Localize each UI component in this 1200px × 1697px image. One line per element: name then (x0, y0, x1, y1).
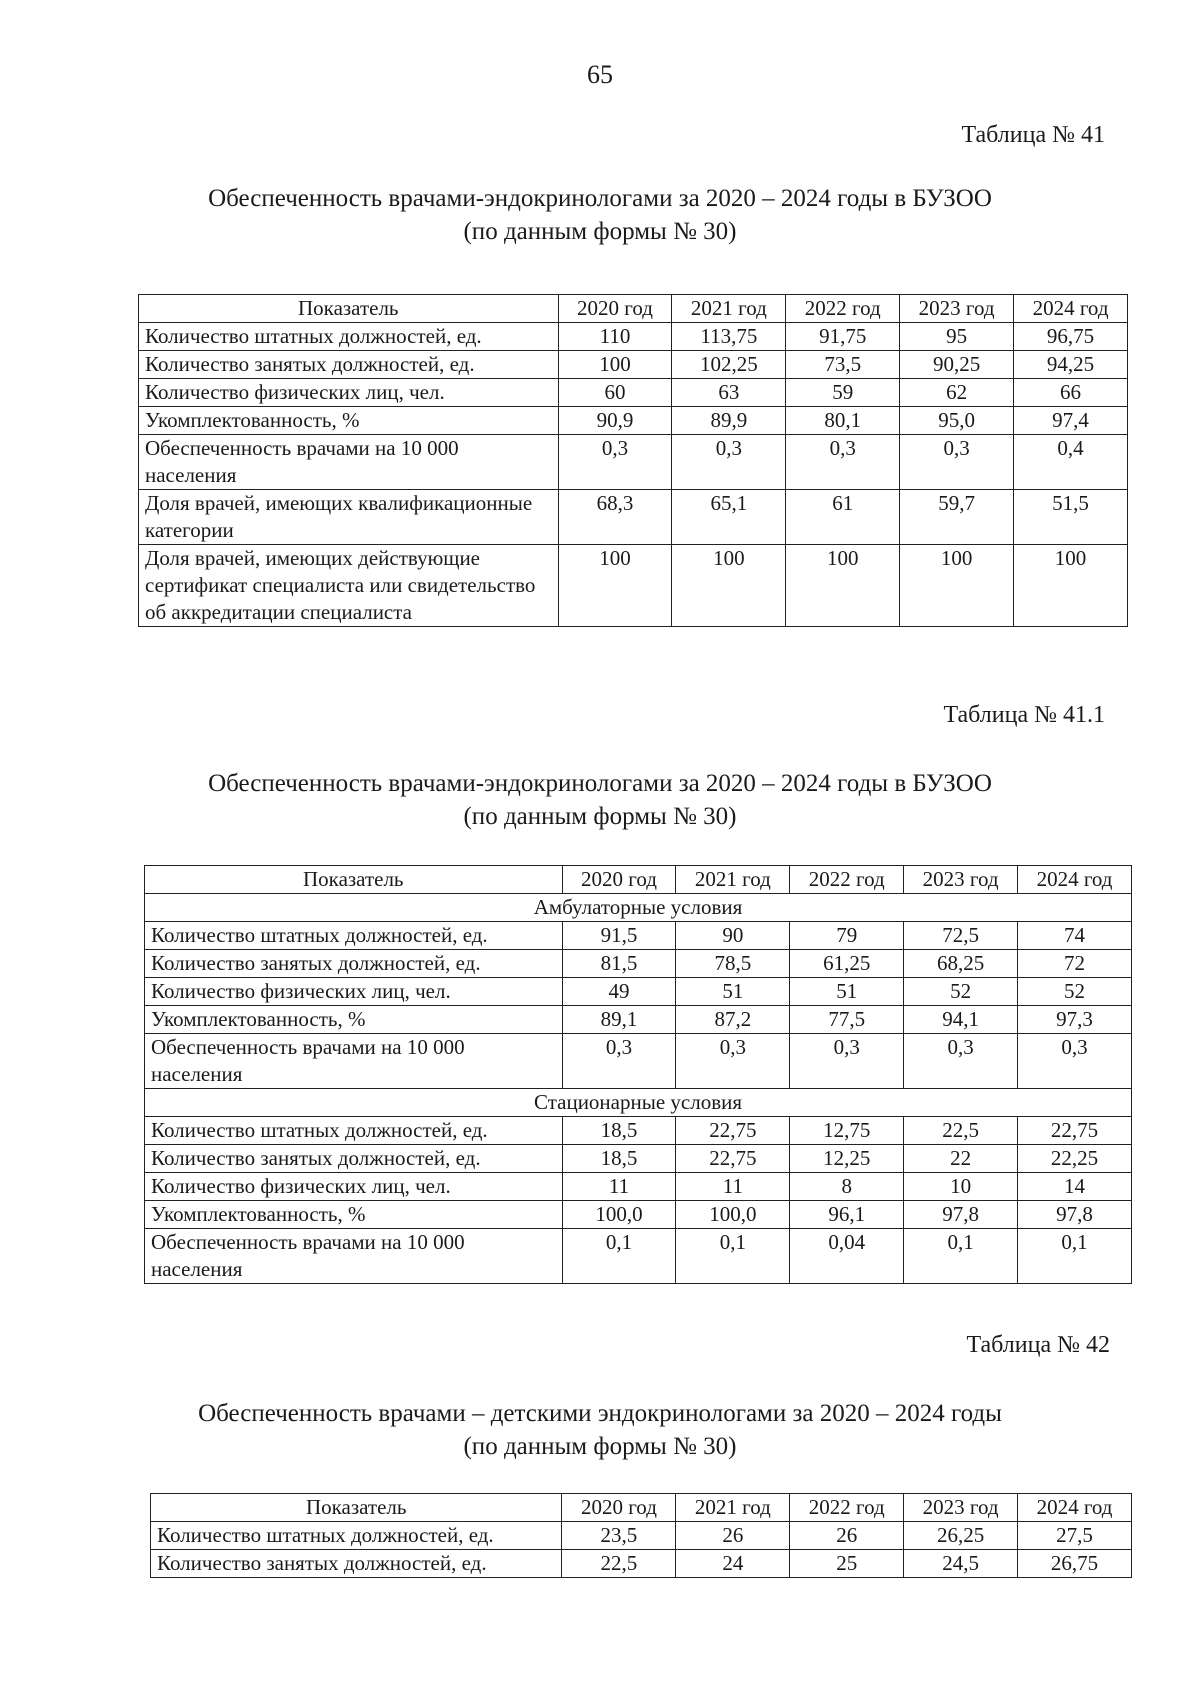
section-label: Амбулаторные условия (145, 894, 1132, 922)
section-label: Стационарные условия (145, 1089, 1132, 1117)
cell-value: 49 (562, 978, 676, 1006)
header-year: 2024 год (1018, 866, 1132, 894)
cell-value: 68,3 (558, 490, 672, 545)
table-41-number: Таблица № 41 (961, 122, 1105, 148)
cell-value: 91,5 (562, 922, 676, 950)
cell-value: 100 (900, 545, 1014, 627)
cell-value: 24 (676, 1550, 790, 1578)
cell-value: 0,3 (1018, 1034, 1132, 1089)
header-year: 2021 год (676, 866, 790, 894)
cell-value: 25 (790, 1550, 904, 1578)
cell-value: 96,75 (1014, 323, 1128, 351)
cell-value: 0,04 (790, 1229, 904, 1284)
row-label: Доля врачей, имеющих квалификационные категории (139, 490, 559, 545)
table-row (145, 1117, 1132, 1145)
cell-value: 11 (562, 1173, 676, 1201)
header-indicator: Показатель (145, 866, 563, 894)
cell-value: 94,1 (904, 1006, 1018, 1034)
cell-value: 0,4 (1014, 435, 1128, 490)
cell-value: 14 (1018, 1173, 1132, 1201)
cell-value: 90,25 (900, 351, 1014, 379)
row-label: Количество физических лиц, чел. (145, 978, 563, 1006)
table-42 (150, 1493, 1132, 1578)
page-number: 65 (587, 60, 613, 89)
cell-value: 60 (558, 379, 672, 407)
row-label: Количество занятых должностей, ед. (139, 351, 559, 379)
header-indicator: Показатель (151, 1494, 562, 1522)
row-label: Укомплектованность, % (145, 1006, 563, 1034)
cell-value: 100,0 (676, 1201, 790, 1229)
row-label: Количество физических лиц, чел. (139, 379, 559, 407)
cell-value: 27,5 (1018, 1522, 1132, 1550)
row-label: Обеспеченность врачами на 10 000 населения (139, 435, 559, 490)
table-row (145, 1145, 1132, 1173)
table-41-1-title-line2: (по данным формы № 30) (463, 803, 737, 830)
row-label: Обеспеченность врачами на 10 000 населения (145, 1034, 563, 1089)
cell-value: 80,1 (786, 407, 900, 435)
cell-value: 0,1 (562, 1229, 676, 1284)
header-year: 2024 год (1014, 295, 1128, 323)
header-year: 2023 год (900, 295, 1014, 323)
cell-value: 0,3 (904, 1034, 1018, 1089)
section-row (145, 1089, 1132, 1117)
table-42-title-line2: (по данным формы № 30) (463, 1433, 737, 1460)
header-year: 2021 год (672, 295, 786, 323)
row-label: Укомплектованность, % (145, 1201, 563, 1229)
cell-value: 18,5 (562, 1117, 676, 1145)
header-year: 2023 год (904, 866, 1018, 894)
table-row (139, 490, 1128, 545)
table-row (145, 1201, 1132, 1229)
cell-value: 26 (676, 1522, 790, 1550)
cell-value: 52 (1018, 978, 1132, 1006)
table-row (151, 1522, 1132, 1550)
table-row (139, 323, 1128, 351)
cell-value: 97,8 (1018, 1201, 1132, 1229)
row-label: Количество штатных должностей, ед. (139, 323, 559, 351)
cell-value: 22,5 (904, 1117, 1018, 1145)
table-row (139, 545, 1128, 627)
cell-value: 94,25 (1014, 351, 1128, 379)
table-row (151, 1550, 1132, 1578)
cell-value: 0,3 (676, 1034, 790, 1089)
cell-value: 97,8 (904, 1201, 1018, 1229)
cell-value: 110 (558, 323, 672, 351)
cell-value: 78,5 (676, 950, 790, 978)
table-41-1-number: Таблица № 41.1 (943, 702, 1105, 728)
table-41-1-title-line1: Обеспеченность врачами-эндокринологами за 2020 – 2024 годы в БУЗОО (208, 770, 992, 797)
cell-value: 51,5 (1014, 490, 1128, 545)
table-row (139, 351, 1128, 379)
cell-value: 113,75 (672, 323, 786, 351)
cell-value: 63 (672, 379, 786, 407)
row-label: Количество занятых должностей, ед. (151, 1550, 562, 1578)
table-row (145, 922, 1132, 950)
cell-value: 100 (786, 545, 900, 627)
cell-value: 22,75 (1018, 1117, 1132, 1145)
cell-value: 81,5 (562, 950, 676, 978)
row-label: Количество штатных должностей, ед. (145, 1117, 563, 1145)
cell-value: 66 (1014, 379, 1128, 407)
table-row (145, 1229, 1132, 1284)
cell-value: 10 (904, 1173, 1018, 1201)
cell-value: 100 (672, 545, 786, 627)
cell-value: 0,3 (790, 1034, 904, 1089)
cell-value: 89,9 (672, 407, 786, 435)
cell-value: 0,3 (786, 435, 900, 490)
cell-value: 77,5 (790, 1006, 904, 1034)
cell-value: 73,5 (786, 351, 900, 379)
cell-value: 100,0 (562, 1201, 676, 1229)
header-year: 2020 год (562, 1494, 676, 1522)
table-41-title-line2: (по данным формы № 30) (463, 218, 737, 245)
table-41-header-row (139, 295, 1128, 323)
table-row (145, 1006, 1132, 1034)
row-label: Количество штатных должностей, ед. (145, 922, 563, 950)
cell-value: 72,5 (904, 922, 1018, 950)
table-41-title (100, 182, 1100, 248)
cell-value: 24,5 (904, 1550, 1018, 1578)
cell-value: 95 (900, 323, 1014, 351)
table-row (139, 435, 1128, 490)
cell-value: 87,2 (676, 1006, 790, 1034)
row-label: Доля врачей, имеющих действующие сертификат специалиста или свидетельство об аккредитации специалиста (139, 545, 559, 627)
cell-value: 0,3 (900, 435, 1014, 490)
cell-value: 68,25 (904, 950, 1018, 978)
cell-value: 8 (790, 1173, 904, 1201)
cell-value: 62 (900, 379, 1014, 407)
cell-value: 22,25 (1018, 1145, 1132, 1173)
header-year: 2020 год (558, 295, 672, 323)
header-year: 2020 год (562, 866, 676, 894)
row-label: Количество занятых должностей, ед. (145, 950, 563, 978)
table-42-header-row (151, 1494, 1132, 1522)
table-41-1-title (100, 767, 1100, 833)
cell-value: 26 (790, 1522, 904, 1550)
cell-value: 11 (676, 1173, 790, 1201)
cell-value: 59 (786, 379, 900, 407)
cell-value: 22,75 (676, 1117, 790, 1145)
cell-value: 0,1 (1018, 1229, 1132, 1284)
table-41-title-line1: Обеспеченность врачами-эндокринологами за 2020 – 2024 годы в БУЗОО (208, 185, 992, 212)
cell-value: 22,5 (562, 1550, 676, 1578)
cell-value: 100 (1014, 545, 1128, 627)
table-row (139, 379, 1128, 407)
table-row (145, 978, 1132, 1006)
cell-value: 102,25 (672, 351, 786, 379)
cell-value: 0,3 (672, 435, 786, 490)
cell-value: 91,75 (786, 323, 900, 351)
row-label: Укомплектованность, % (139, 407, 559, 435)
cell-value: 26,25 (904, 1522, 1018, 1550)
cell-value: 22 (904, 1145, 1018, 1173)
table-41-1 (144, 865, 1132, 1284)
cell-value: 0,1 (676, 1229, 790, 1284)
cell-value: 100 (558, 545, 672, 627)
row-label: Количество физических лиц, чел. (145, 1173, 563, 1201)
cell-value: 65,1 (672, 490, 786, 545)
cell-value: 97,4 (1014, 407, 1128, 435)
cell-value: 90,9 (558, 407, 672, 435)
cell-value: 51 (790, 978, 904, 1006)
cell-value: 90 (676, 922, 790, 950)
cell-value: 12,75 (790, 1117, 904, 1145)
cell-value: 59,7 (900, 490, 1014, 545)
cell-value: 89,1 (562, 1006, 676, 1034)
table-41 (138, 294, 1128, 627)
header-year: 2021 год (676, 1494, 790, 1522)
cell-value: 51 (676, 978, 790, 1006)
row-label: Количество занятых должностей, ед. (145, 1145, 563, 1173)
cell-value: 22,75 (676, 1145, 790, 1173)
cell-value: 100 (558, 351, 672, 379)
table-42-title-line1: Обеспеченность врачами – детскими эндокринологами за 2020 – 2024 годы (198, 1400, 1002, 1427)
table-row (145, 1173, 1132, 1201)
cell-value: 23,5 (562, 1522, 676, 1550)
header-year: 2023 год (904, 1494, 1018, 1522)
cell-value: 52 (904, 978, 1018, 1006)
row-label: Количество штатных должностей, ед. (151, 1522, 562, 1550)
cell-value: 12,25 (790, 1145, 904, 1173)
header-year: 2022 год (786, 295, 900, 323)
cell-value: 74 (1018, 922, 1132, 950)
cell-value: 96,1 (790, 1201, 904, 1229)
cell-value: 0,3 (562, 1034, 676, 1089)
table-row (139, 407, 1128, 435)
table-42-number: Таблица № 42 (966, 1332, 1110, 1358)
cell-value: 61 (786, 490, 900, 545)
cell-value: 26,75 (1018, 1550, 1132, 1578)
cell-value: 61,25 (790, 950, 904, 978)
cell-value: 0,3 (558, 435, 672, 490)
table-41-1-header-row (145, 866, 1132, 894)
table-row (145, 1034, 1132, 1089)
cell-value: 79 (790, 922, 904, 950)
header-year: 2024 год (1018, 1494, 1132, 1522)
table-row (145, 950, 1132, 978)
header-indicator: Показатель (139, 295, 559, 323)
cell-value: 97,3 (1018, 1006, 1132, 1034)
cell-value: 0,1 (904, 1229, 1018, 1284)
cell-value: 18,5 (562, 1145, 676, 1173)
section-row (145, 894, 1132, 922)
cell-value: 95,0 (900, 407, 1014, 435)
header-year: 2022 год (790, 866, 904, 894)
row-label: Обеспеченность врачами на 10 000 населения (145, 1229, 563, 1284)
table-42-title (100, 1397, 1100, 1463)
cell-value: 72 (1018, 950, 1132, 978)
header-year: 2022 год (790, 1494, 904, 1522)
